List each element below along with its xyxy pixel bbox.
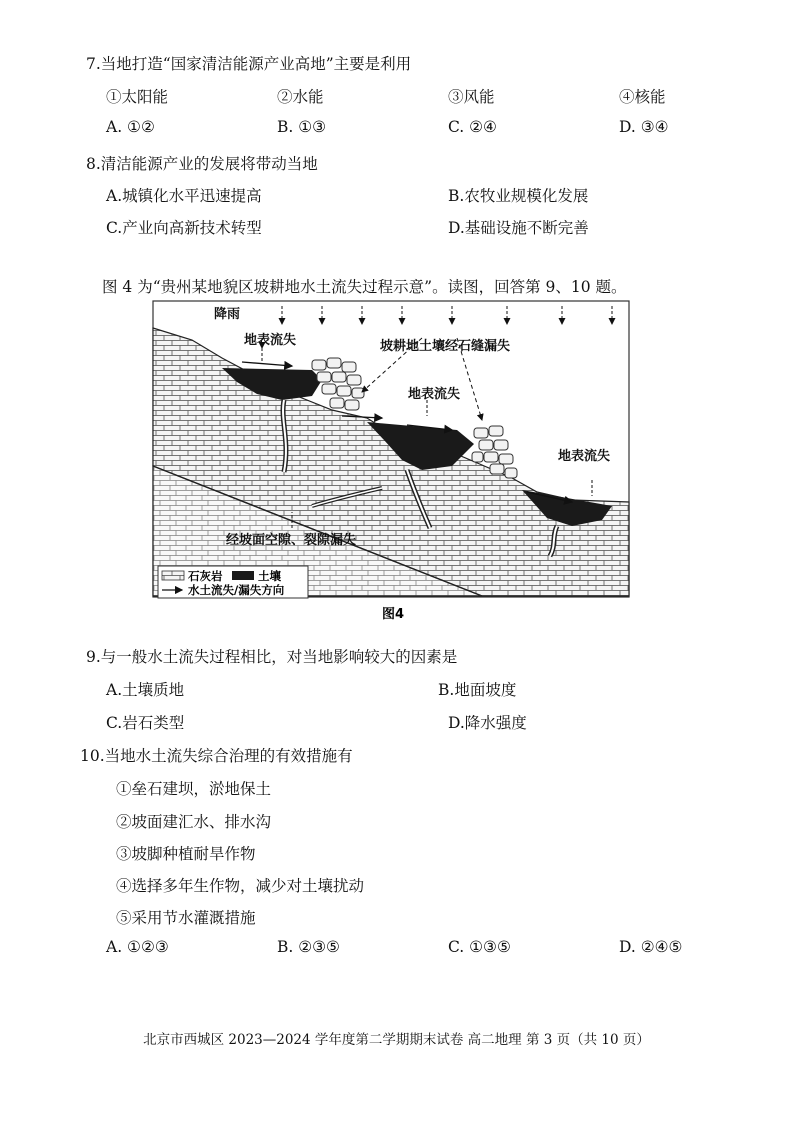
figure-legend (158, 566, 308, 598)
figure-caption: 图4 (382, 607, 405, 622)
q8-stem: 8.清洁能源产业的发展将带动当地 (86, 155, 318, 173)
legend-soil: 土壤 (258, 569, 281, 583)
q9-option-a: A.土壤质地 (106, 681, 185, 699)
legend-arrow-label: 水土流失/漏失方向 (188, 583, 285, 597)
q8-option-a: A.城镇化水平迅速提高 (106, 187, 262, 205)
label-crack-leak: 坡耕地土壤经石缝漏失 (380, 339, 511, 354)
q9-option-b: B.地面坡度 (438, 681, 517, 699)
q7-option-a: A. ①② (106, 118, 155, 136)
q7-item-2: ②水能 (277, 88, 324, 106)
q8-option-c: C.产业向高新技术转型 (106, 219, 262, 237)
q10-option-a: A. ①②③ (106, 938, 169, 956)
q10-option-b: B. ②③⑤ (277, 938, 340, 956)
q10-stem: 10.当地水土流失综合治理的有效措施有 (80, 747, 353, 765)
q10-item-3: ③坡脚种植耐旱作物 (116, 845, 256, 863)
label-surface-loss-3: 地表流失 (558, 449, 611, 464)
q10-item-2: ②坡面建汇水、排水沟 (116, 813, 272, 831)
q7-stem: 7.当地打造“国家清洁能源产业高地”主要是利用 (86, 55, 412, 73)
q7-option-b: B. ①③ (277, 118, 327, 136)
q7-option-d: D. ③④ (619, 118, 669, 136)
q10-item-1: ①垒石建坝，淤地保土 (116, 780, 272, 798)
q10-item-4: ④选择多年生作物，减少对土壤扰动 (116, 877, 365, 895)
figure-4 (152, 300, 638, 628)
q8-option-d: D.基础设施不断完善 (448, 219, 589, 237)
legend-limestone: 石灰岩 (188, 569, 223, 583)
q10-option-c: C. ①③⑤ (448, 938, 511, 956)
q8-option-b: B.农牧业规模化发展 (448, 187, 589, 205)
q10-item-5: ⑤采用节水灌溉措施 (116, 909, 256, 927)
label-surface-loss-1: 地表流失 (244, 333, 297, 348)
q7-item-4: ④核能 (619, 88, 666, 106)
q9-option-c: C.岩石类型 (106, 714, 185, 732)
legend-limestone-swatch (162, 571, 184, 580)
figure-intro: 图 4 为“贵州某地貌区坡耕地水土流失过程示意”。读图，回答第 9、10 题。 (102, 278, 627, 296)
q7-item-1: ①太阳能 (106, 88, 169, 106)
q9-stem: 9.与一般水土流失过程相比，对当地影响较大的因素是 (86, 648, 458, 666)
page-footer: 北京市西城区 2023—2024 学年度第二学期期末试卷 高二地理 第 3 页（共 10 页） (143, 1032, 650, 1048)
q9-option-d: D.降水强度 (448, 714, 527, 732)
legend-soil-swatch (232, 571, 254, 580)
label-surface-loss-2: 地表流失 (408, 387, 461, 402)
q7-option-c: C. ②④ (448, 118, 497, 136)
q7-item-3: ③风能 (448, 88, 495, 106)
label-rain: 降雨 (214, 307, 241, 322)
q10-option-d: D. ②④⑤ (619, 938, 683, 956)
label-slope-leak: 经坡面空隙、裂隙漏失 (226, 533, 357, 548)
